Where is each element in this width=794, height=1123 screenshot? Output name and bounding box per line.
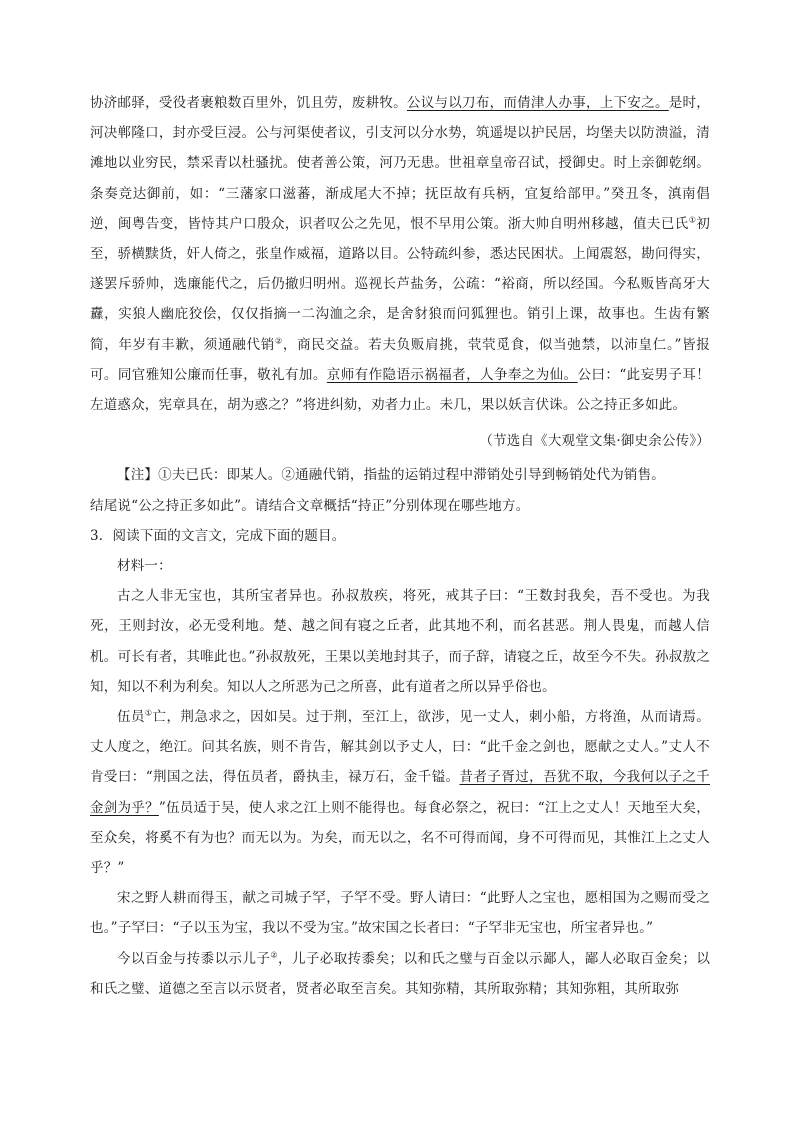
source-citation: （节选自《大观堂文集·御史余公传》） <box>479 433 710 450</box>
document-page <box>90 88 710 1004</box>
material-paragraph-3: 宋之野人耕而得玉，献之司城子罕，子罕不受。野人请曰：“此野人之宝也，愿相国为之赐而受之也。”子罕曰：“子以玉为宝，我以不受为宝。”故宋国之长者曰：“子罕非无宝也，所宝者异也。” <box>90 890 710 937</box>
passage-text: ，儿子必取抟黍矣；以和氏之璧与百金以示鄙人，鄙人必取百金矣；以和氏之璧、道德之至言以示贤者，贤者必取至言矣。其知弥精，其所取弥精；其知弥粗，其所取弥 <box>90 950 711 997</box>
underlined-sentence: 京师有作隐语示祸福者，人争奉之为仙。 <box>326 366 578 383</box>
passage-text: 初至，骄横黩货，奸人倚之，张皇作威福，道路以目。公特疏纠参，悉达民困状。上闻震怒，勘问得实，遂罢斥骄帅，选廉能代之，后仍撤归明州。巡视长芦盐务，公疏：“裕商，所以经国。今私贩皆高牙大纛，实狼人幽庇狡侩，仅仅指摘一二沟洫之余，是舍豺狼而问狐狸也。销引上课，故事也。生齿有繁简，年岁有丰歉，须通融代销 <box>90 215 711 353</box>
passage-text: 亡，荆急求之，因如吴。过于荆，至江上，欲涉，见一丈人，刺小船，方将渔，从而请焉。丈人度之，绝江。问其名族，则不肯告，解其剑以予丈人，曰：“此千金之剑也，愿献之丈人。”丈人不肯受曰：“荆国之法，得伍员者，爵执圭，禄万石，金千镒。 <box>90 709 711 786</box>
footnote-marker: ① <box>144 708 153 718</box>
passage-text: 协济邮驿，受役者裹粮数百里外，饥且劳，废耕牧。 <box>90 95 407 111</box>
passage-text: 是时，河决郸隆口，封亦受巨浸。公与河渠使者议，引支河以分水势，筑遥堤以护民居，均堡夫以防溃溢，清滩地以业穷民，禁采青以杜骚扰。使者善公策，河乃无患。世祖章皇帝召试，授御史。时上亲御乾纲。条奏竞达御前，如：“三藩家口滋蕃，渐成尾大不掉；抚臣故有兵柄，宜复给部甲。”癸丑冬，滇南倡逆，闽粤告变，皆恃其户口殷众，识者叹公之先见，恨不早用公策。浙大帅自明州移越，值夫已氏 <box>90 95 710 232</box>
footnote-marker: ② <box>274 336 283 346</box>
underlined-sentence: 公议与以刀布，而倩津人办事，上下安之。 <box>406 95 669 111</box>
passage-paragraph <box>90 88 710 420</box>
question-text: 结尾说“公之持正多如此”。请结合文章概括“持正”分别体现在哪些地方。 <box>90 497 530 514</box>
material-paragraph-2 <box>90 702 710 883</box>
passage-text: 伍员 <box>117 709 145 726</box>
footnote-marker: ② <box>270 950 279 960</box>
material-label: 材料一： <box>117 558 172 575</box>
footnote-marker: ① <box>688 215 697 225</box>
material-paragraph-4 <box>90 944 710 1004</box>
question-3-heading: 3．阅读下面的文言文，完成下面的题目。 <box>90 527 346 544</box>
passage-text: ”伍员适于吴，使人求之江上则不能得也。每食必祭之，祝曰：“江上之丈人！天地至大矣，至众矣，将奚不有为也？而无以为。为矣，而无以之，名不可得而闻，身不可得而见，其惟江上之丈人乎？” <box>90 799 710 877</box>
underlined-sentence: 昔者子胥过，吾犹不取，今我何以子之千金剑为乎？ <box>90 769 710 816</box>
note-label: 【注】 <box>117 467 159 484</box>
annotation-note <box>90 460 710 490</box>
passage-text: 公曰：“此妄男子耳！左道惑众，宪章具在，胡为惑之？”将进纠劾，劝者力止。未几，果以妖言伏诛。公之持正多如此。 <box>90 366 710 414</box>
note-text: ①夫已氏：即某人。②通融代销，指盐的运销过程中滞销处引导到畅销处代为销售。 <box>158 467 666 484</box>
material-paragraph-1: 古之人非无宝也，其所宝者异也。孙叔敖疾，将死，戒其子曰：“王数封我矣，吾不受也。为我死，王则封汝，必无受利地。楚、越之间有寝之丘者，此其地不利，而名甚恶。荆人畏鬼，而越人信机。可长有者，其唯此也。”孙叔敖死，王果以美地封其子，而子辞，请寝之丘，故至今不失。孙叔敖之知，知以不利为利矣。知以人之所恶为己之所喜，此有道者之所以异乎俗也。 <box>90 588 710 695</box>
passage-text: 今以百金与抟黍以示儿子 <box>117 950 271 967</box>
passage-text: ，商民交益。若夫负贩肩挑，茕茕觅食，似当弛禁，以沛皇仁。”皆报可。同官雅知公廉而任事，敬礼有加。 <box>90 336 710 383</box>
